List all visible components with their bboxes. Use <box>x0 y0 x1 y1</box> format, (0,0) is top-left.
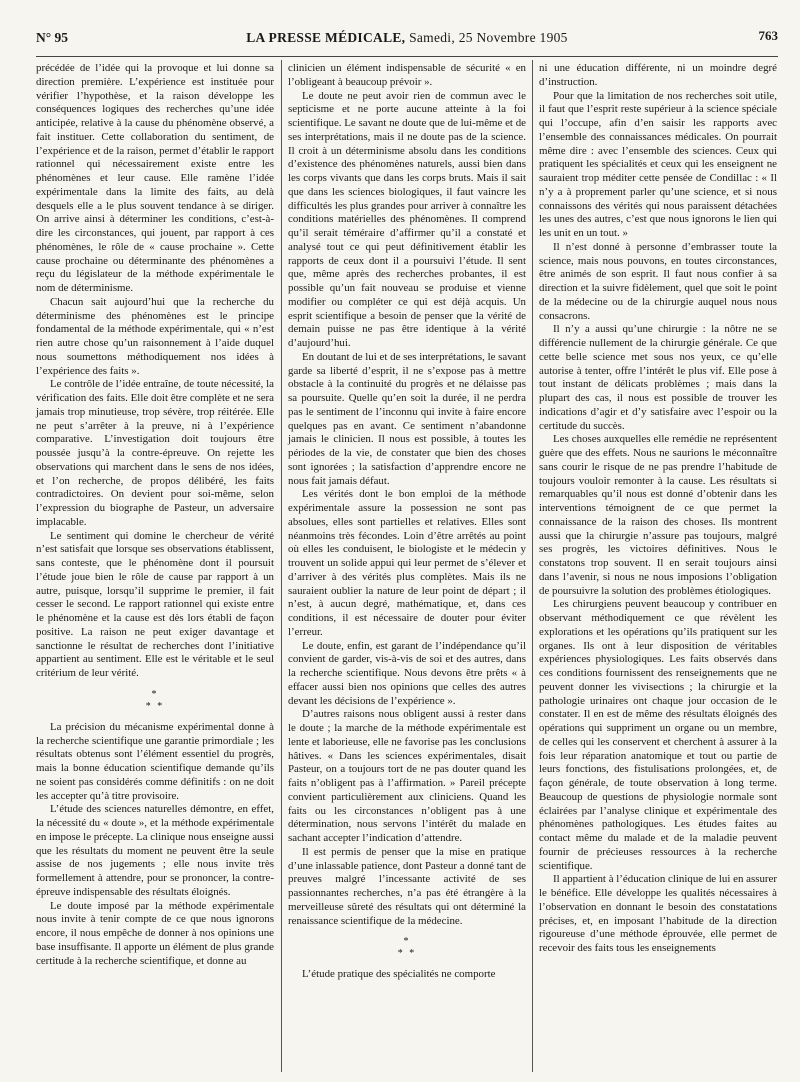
page-header <box>36 26 778 48</box>
column-divider <box>532 60 533 1072</box>
paragraph: Il n’y a aussi qu’une chirurgie : la nôtre ne se différencie nullement de la chirurgie générale. Ce que cette belle science met sous nos yeux, ce qu’elle autorise à tenter, offre l’intérêt le plus vif. Elle pose à tout instant de délicats problèmes ; mais dans la plupart des cas, il nous est possible de trouver les indications d’agir et d’y satisfaire avec l’espoir ou la certitude du succès. <box>539 323 777 432</box>
paragraph: Les vérités dont le bon emploi de la méthode expérimentale assure la possession ne sont pas absolues, elles sont partielles et relatives. Elles sont néanmoins très fécondes. Loin d’être arrêtés au point où elles les conduisent, le biologiste et le médecin y trouvent un solide appui qui leur permet de s’élever et d’arriver à des vérités plus complètes. Mais ils ne sauraient oublier la nature de leur point de départ ; il n’est, à aucun degré, mathématique, et, dans ces conditions, il est nécessaire de douter pour éviter l’erreur. <box>288 488 526 638</box>
text-column-1 <box>36 62 274 968</box>
text-column-2 <box>288 62 526 982</box>
paragraph: Il n’est donné à personne d’embrasser toute la science, mais nous pouvons, en toutes circonstances, être animés de son esprit. Il faut nous confier à sa direction et la suivre fidèlement, quel que soit le point de la médecine ou de la chirurgie auquel nous nous consacrons. <box>539 240 777 322</box>
section-separator: * * * <box>397 936 417 960</box>
paragraph: L’étude des sciences naturelles démontre, en effet, la nécessité du « doute », et la méthode expérimentale en impose le précepte. La clinique nous enseigne aussi que les résultats du moment ne peuvent être la seule assise de nos jugements ; elle nous invite très formellement à attendre, pour se prononcer, la contre-épreuve indispensable des résultats éloignés. <box>36 803 275 898</box>
paragraph: D’autres raisons nous obligent aussi à rester dans le doute ; la marche de la méthode expérimentale est lente et laborieuse, elle ne favorise pas les conclusions hâtives. « Dans les sciences expérimentales, disait Pasteur, on a toujours tort de ne pas douter quand les faits n’obligent pas à l’affirmation. » Pareil précepte convient particulièrement aux cliniciens. Quand les faits ou les circonstances n’obligent pas à une détermination, nous servons l’intérêt du malade en sachant accepter l’indication d’attendre. <box>288 708 526 844</box>
section-separator: * * * <box>145 688 165 712</box>
column-divider <box>281 60 282 1072</box>
issue-number: N° 95 <box>36 30 69 45</box>
paragraph: Le sentiment qui domine le chercheur de vérité n’est satisfait que lorsque ses observations établissent, sans conteste, que le phénomène dont il poursuit l’étude joue bien le rôle de cause par rapport à un autre, puisque, lorsqu’il supprime le premier, il fait cesser le second. Le rapport rationnel qui existe entre le phénomène et la cause est dès lors établi de façon positive. La raison ne peut exiger davantage et sanctionne le résultat de recherches dont l’initiative appartient au sentiment. Elle est le véritable et le seul critérium de leur vérité. <box>36 529 274 679</box>
paragraph: Les choses auxquelles elle remédie ne représentent guère que des effets. Nous ne saurions le méconnaître sans courir le risque de ne pas prendre l’habitude de toujours vouloir remonter à la cause. Les résultats si remarquables qu’il nous est donné d’obtenir dans les interventions témoignent de ce que permet la connaissance de la raison des choses. Ils montrent aussi que la chirurgie n’assure pas toujours, malgré ses progrès, les victoires définitives. Nous le constatons trop souvent. Il en serait toujours ainsi dans l’avenir, si nous ne nous imposions l’obligation de poursuivre la solution des problèmes étiologiques. <box>539 433 777 597</box>
paragraph: Il appartient à l’éducation clinique de lui en assurer le bénéfice. Elle développe les qualités nécessaires à l’observation en donnant le besoin des constatations précises, et, en imposant l’habitude de la direction rigoureuse d’une méthode éprouvée, elle permet de recevoir des faits tous les enseignements <box>539 873 777 954</box>
paragraph: En doutant de lui et de ses interprétations, le savant garde sa liberté d’esprit, il ne s’expose pas à mettre obstacle à la continuité du progrès et ne délaisse pas sa poursuite. Quelle qu’en soit la durée, il ne perdra pas le sentiment de l’inconnu qui invite à faire encore quelques pas en avant. Ce sentiment n’abandonne jamais le clinicien. Il nous est possible, à toutes les périodes de la vie, de constater que bien des choses sont ignorées ; la satisfaction d’apprendre encore ne nous fait jamais défaut. <box>288 350 526 487</box>
paragraph: Chacun sait aujourd’hui que la recherche du déterminisme des phénomènes est le principe fondamental de la méthode expérimentale, qui « n’est rien autre chose qu’un raisonnement à l’aide duquel nous soumettons méthodiquement nos idées à l’expérience des faits ». <box>36 295 274 377</box>
paragraph: précédée de l’idée qui la provoque et lui donne sa direction première. L’expérience est instituée pour vérifier l’hypothèse, et la raison développe les conséquences logiques des recherches qu’une idée anticipée, relative à la cause du phénomène observé, a fait instituer. Cette collaboration du sentiment, de l’expérience et de la raison, permet d’établir le rapport rationnel qui nécessairement existe entre les phénomènes et leur cause. Elle ramène l’idée expérimentale dans la limite des faits, au delà desquels elle a le plus souvent tendance à se diriger. On arrive ainsi à déterminer les conditions, c’est-à-dire les circonstances, qui jouent, par rapport à ces phénomènes, le rôle de « cause prochaine ». Cette cause prochaine ou déterminante des phénomènes a reçu du législateur de la méthode expérimentale le nom de déterminisme. <box>36 62 274 294</box>
text-column-3 <box>539 62 777 956</box>
paragraph: Le doute, enfin, est garant de l’indépendance qu’il convient de garder, vis-à-vis de soi et des autres, dans la recherche scientifique. Nous devons être prêts « à effacer aussi bien nos opinions que celles des autres devant les décisions de l’expérience ». <box>288 639 526 707</box>
paragraph: Les chirurgiens peuvent beaucoup y contribuer en observant méthodiquement ce que révèlent les explorations et les opérations qu’ils pratiquent sur les organes. Ils ont à leur disposition de véritables expériences physiologiques. Les faits observés dans ces conditions fournissent des renseignements que ne peuvent donner les vivisections ; la chirurgie et la pathologie urinaires ont chaque jour occasion de le constater. Il en est de même des résultats éloignés des opérations qui suppriment un organe ou un membre, de celles qui les conservent et cherchent à assurer à la fois leur réparation anatomique et tout ou partie de leurs fonctions, des fistulisations prolongées, et, de façon générale, de toute observation à long terme. Beaucoup de questions de physiologie normale sont éclairées par l’analyse clinique et expérimentale des phénomènes pathologiques. Les études faites au contact même du malade et de la maladie peuvent fournir de précieuses ressources à la recherche scientifique. <box>539 598 777 872</box>
paragraph: Le contrôle de l’idée entraîne, de toute nécessité, la vérification des faits. Elle doit être complète et ne sera jamais trop minutieuse, trop sévère, trop réitérée. Elle ne peut s’arrêter à la preuve, ni à l’expérience comparative. L’investigation doit toujours être poussée jusqu’à la contre-épreuve. On rejette les observations qui marchent dans le sens de nos idées, et l’on recherche, de propos délibéré, les faits contradictoires. On devient pour soi-même, selon l’expression du biographe de Pasteur, un adversaire implacable. <box>36 378 274 528</box>
paragraph: ni une éducation différente, ni un moindre degré d’instruction. <box>539 62 777 88</box>
issue-date: Samedi, 25 Novembre 1905 <box>409 30 568 45</box>
paragraph: Le doute ne peut avoir rien de commun avec le septicisme et ne porte aucune atteinte à la foi scientifique. Le savant ne doute que de lui-même et de ses interprétations, mais il ne doute pas de la science. Il croit à un déterminisme absolu dans les conditions d’existence des phénomènes naturels, aussi bien dans les corps vivants que dans les corps bruts. Mais il sait que dans les sciences biologiques, il faut vaincre les difficultés les plus grandes pour arriver à connaître les conditions matérielles des phénomènes. Il comprend qu’il serait téméraire d’affirmer qu’il a constaté et analysé tout ce qui peut définitivement établir les rapports de ceux dont il a poursuivi l’étude. Il sent que, même après des recherches probantes, il est possible qu’un fait nouveau se produise et vienne modifier ou compléter ce qui est déjà acquis. Un esprit scientifique a besoin de penser que la vérité de demain puisse ne pas être identique à la vérité d’aujourd’hui. <box>288 89 526 349</box>
paragraph: clinicien un élément indispensable de sécurité « en l’obligeant à beaucoup prévoir ». <box>288 62 526 88</box>
paragraph: Il est permis de penser que la mise en pratique d’une inlassable patience, dont Pasteur a donné tant de preuves malgré l’incessante activité de ses passionnantes recherches, n’a pas été étrangère à la merveilleuse sûreté des résultats qui ont déterminé la renaissance scientifique de la médecine. <box>288 845 527 927</box>
header-rule <box>36 56 778 57</box>
paragraph: Le doute imposé par la méthode expérimentale nous invite à tenir compte de ce que nous ignorons encore, il nous empêche de donner à nos opinions une base insuffisante. Il apporte un élément de plus grande certitude à la recherche scientifique, et donne au <box>36 899 274 967</box>
paragraph: L’étude pratique des spécialités ne comporte <box>302 968 496 981</box>
journal-name: LA PRESSE MÉDICALE, <box>246 30 406 45</box>
paragraph: La précision du mécanisme expérimental donne à la recherche scientifique une garantie primordiale ; les résultats obtenus sont l’élément essentiel du progrès, mais la bonne éducation scientifique demande qu’ils ne soient pas considérés comme définitifs : on ne doit les accepter qu’à titre provisoire. <box>36 720 274 802</box>
running-title <box>36 30 778 46</box>
paragraph: Pour que la limitation de nos recherches soit utile, il faut que l’esprit reste supérieur à la science spéciale qui l’occupe, afin d’en saisir les rapports avec l’ensemble des connaissances médicales. On pourrait même dire : avec l’ensemble des sciences. Ceux qui pratiquent les spécialités et ceux qui les enseignent ne sauraient trop méditer cette pensée de Condillac : « Il n’y a à proprement parler qu’une science, et si nous connaissons des vérités qui nous paraissent détachées les unes des autres, c’est que nous ignorons le lien qui les unit en un tout. » <box>539 89 777 239</box>
page-number: 763 <box>758 28 778 43</box>
